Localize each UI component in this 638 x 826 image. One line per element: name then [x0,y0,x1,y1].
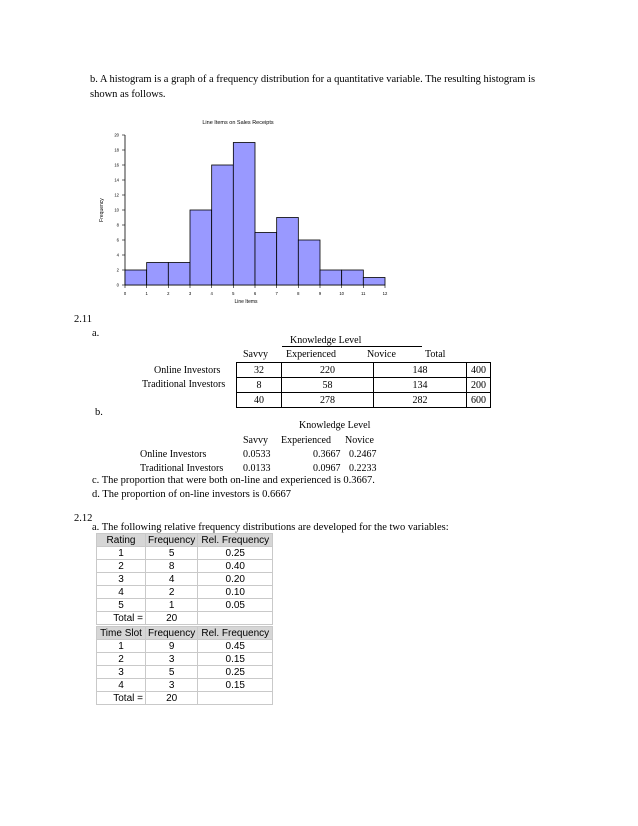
table-cell: 4 [97,586,146,599]
table-cell: 220 [282,363,374,378]
x-tick-label: 6 [253,291,257,296]
column-header: Rel. Frequency [198,534,273,547]
x-tick-label: 2 [167,291,170,296]
table-total-row [97,692,273,705]
table-cell: 134 [374,378,467,393]
table-b-row-label-traditional: Traditional Investors [140,463,224,474]
y-tick-label: 16 [114,162,119,168]
table-b-cell: 0.3667 [313,449,341,460]
table-cell: 1 [97,547,146,560]
x-tick-label: 9 [318,291,322,296]
y-tick-label: 10 [114,207,119,213]
table-cell: 8 [146,560,198,573]
histogram-bar [147,263,169,286]
table-cell: 8 [237,378,282,393]
table-cell: 3 [146,679,198,692]
table-b-cell: 0.2233 [349,463,377,474]
table-cell: 32 [237,363,282,378]
table-cell: 4 [146,573,198,586]
knowledge-level-table-a [236,362,491,408]
table-a-col-total: Total [425,349,446,360]
table-a-row-label-online: Online Investors [154,365,221,376]
section-2-11-part-b: b. [95,407,103,418]
table-cell: 278 [282,393,374,408]
table-cell: 5 [146,666,198,679]
table-row [97,586,273,599]
table-b-row-label-online: Online Investors [140,449,207,460]
table-cell: 1 [97,640,146,653]
table-row [97,679,273,692]
x-tick-label: 1 [145,291,148,296]
table-cell: 9 [146,640,198,653]
table-row [237,363,491,378]
y-tick-label: 2 [116,267,119,273]
section-2-11-number: 2.11 [74,314,92,325]
histogram-bar [363,278,385,286]
y-tick-label: 0 [116,282,119,288]
x-tick-label: 10 [339,291,345,296]
histogram-bar [233,143,255,286]
histogram-bar [255,233,277,286]
table-cell: 2 [97,653,146,666]
table-row [237,378,491,393]
section-2-11-part-d: d. The proportion of on-line investors is 0.6667 [92,489,291,500]
histogram-bar [190,210,212,285]
table-cell: 3 [97,666,146,679]
total-label: Total = [97,612,146,625]
time-slot-table [96,626,273,705]
table-cell: 1 [146,599,198,612]
x-tick-label: 11 [361,291,366,296]
table-b-col-experienced: Experienced [281,435,331,446]
section-2-11-part-c: c. The proportion that were both on-line and experienced is 0.3667. [92,475,375,486]
table-row [97,547,273,560]
table-cell: 600 [467,393,491,408]
histogram-bar [320,270,342,285]
total-value: 20 [146,692,198,705]
total-label: Total = [97,692,146,705]
x-axis-label: Line Items [234,299,258,305]
table-cell: 0.25 [198,547,273,560]
table-cell: 4 [97,679,146,692]
x-tick-label: 3 [188,291,192,296]
rating-table [96,533,273,625]
table-row [97,599,273,612]
y-tick-label: 8 [116,222,119,228]
table-row [97,640,273,653]
y-tick-label: 6 [116,237,119,243]
table-cell: 0.45 [198,640,273,653]
table-cell: 148 [374,363,467,378]
table-cell: 0.15 [198,679,273,692]
histogram-intro-line2: shown as follows. [90,89,166,100]
section-2-11-part-a: a. [92,328,100,339]
chart-title: Line Items on Sales Receipts [202,120,274,126]
table-a-row-label-traditional: Traditional Investors [142,379,226,390]
y-tick-label: 18 [114,147,119,153]
table-row [237,393,491,408]
table-cell: 3 [97,573,146,586]
table-cell: 2 [146,586,198,599]
table-cell: 5 [146,547,198,560]
column-header: Time Slot [97,627,146,640]
table-cell: 0.10 [198,586,273,599]
table-b-cell: 0.0967 [313,463,341,474]
x-tick-label: 12 [382,291,388,296]
table-b-cell: 0.0133 [243,463,271,474]
table-cell: 282 [374,393,467,408]
table-row [97,573,273,586]
x-tick-label: 4 [210,291,213,296]
x-tick-label: 0 [123,291,127,296]
histogram-bar [342,270,364,285]
table-cell: 200 [467,378,491,393]
table-cell: 0.05 [198,599,273,612]
table-a-header-rule [282,346,422,347]
histogram-bar [277,218,299,286]
table-b-col-novice: Novice [345,435,374,446]
table-a-col-experienced: Experienced [286,349,336,360]
table-cell: 400 [467,363,491,378]
table-b-group-header: Knowledge Level [299,420,371,431]
table-cell [198,612,273,625]
y-tick-label: 12 [114,192,119,198]
table-b-cell: 0.2467 [349,449,377,460]
column-header: Frequency [146,534,198,547]
x-tick-label: 5 [232,291,235,296]
x-tick-label: 7 [275,291,278,296]
table-row [97,560,273,573]
histogram-intro-line1: b. A histogram is a graph of a frequency distribution for a quantitative variable. The resulting histogram is [90,74,536,85]
total-value: 20 [146,612,198,625]
table-cell: 0.20 [198,573,273,586]
y-tick-label: 20 [114,132,119,138]
table-cell: 58 [282,378,374,393]
x-tick-label: 8 [297,291,300,296]
y-axis-label: Frequency [99,198,105,222]
table-b-cell: 0.0533 [243,449,271,460]
table-cell: 0.15 [198,653,273,666]
histogram-bar [298,240,320,285]
y-tick-label: 14 [114,177,119,183]
table-cell: 2 [97,560,146,573]
histogram-bar [168,263,190,286]
section-2-12-number: 2.12 [74,513,93,524]
table-cell: 0.40 [198,560,273,573]
table-total-row [97,612,273,625]
table-cell: 5 [97,599,146,612]
table-cell [198,692,273,705]
histogram-bar [125,270,147,285]
table-header-row [97,534,273,547]
table-header-row [97,627,273,640]
y-tick-label: 4 [116,252,119,258]
table-row [97,666,273,679]
table-cell: 40 [237,393,282,408]
table-cell: 0.25 [198,666,273,679]
histogram-chart [80,110,410,310]
column-header: Rel. Frequency [198,627,273,640]
column-header: Frequency [146,627,198,640]
column-header: Rating [97,534,146,547]
table-a-group-header: Knowledge Level [290,335,362,346]
table-a-col-novice: Novice [367,349,396,360]
table-a-col-savvy: Savvy [243,349,268,360]
table-b-col-savvy: Savvy [243,435,268,446]
table-row [97,653,273,666]
table-cell: 3 [146,653,198,666]
histogram-bar [212,165,234,285]
section-2-12-part-a: a. The following relative frequency distributions are developed for the two variables: [92,522,449,533]
